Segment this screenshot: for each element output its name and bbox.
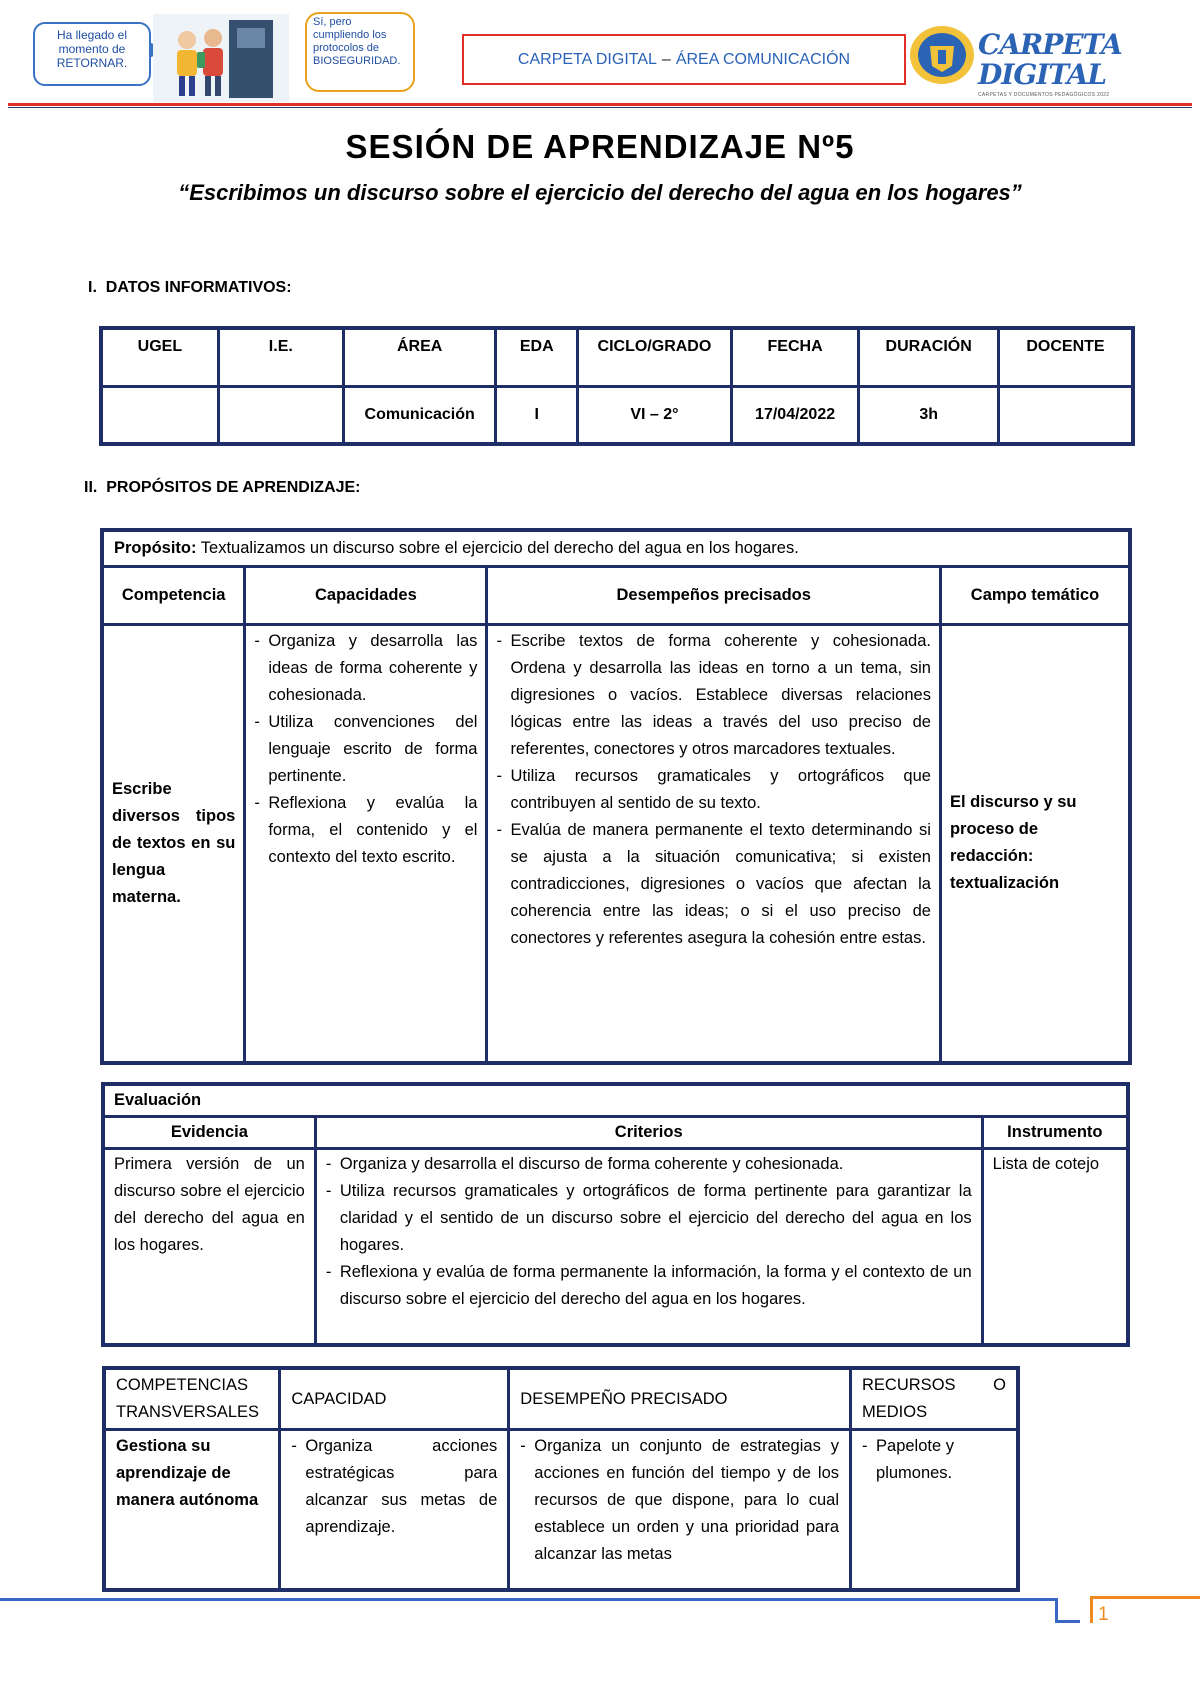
footer-rule-step [1055,1598,1080,1623]
table-header-cell: DESEMPEÑO PRECISADO [509,1368,851,1430]
speech-bubble-right [305,12,415,92]
capacidades-cell [245,625,487,1063]
speech-bubble-right-text: Sí, pero cumpliendo los protocolos de BIOSEGURIDAD. [313,16,401,67]
table-header-cell: Campo temático [940,567,1130,625]
page-number: 1 [1098,1604,1109,1625]
student-body-1 [177,50,197,76]
list-item: - Reflexiona y evalúa la forma, el contenido y el contexto del texto escrito. [254,790,477,871]
proposito-text: Textualizamos un discurso sobre el ejercicio del derecho del agua en los hogares. [196,539,799,557]
student-body-2 [203,48,223,76]
student-head-1 [178,31,196,49]
datos-informativos-table [99,326,1135,446]
section-heading-datos: I. DATOS INFORMATIVOS: [88,279,292,296]
table-header-cell: UGEL [101,328,218,386]
student-head-2 [204,29,222,47]
page-title: SESIÓN DE APRENDIZAJE Nº5 [345,128,855,165]
list-item: - Evalúa de manera permanente el texto determinando si se ajusta a la situación comunicativa; si existen contradicciones, digresiones o vacíos que afectan la coherencia entre las ideas; o si el uso preciso de conectores y referentes asegura la cohesión entre estas. [496,817,931,952]
students-illustration [153,14,289,102]
table-header-cell: Instrumento [982,1117,1128,1149]
duracion-value: 3h [859,386,999,444]
list-item: - Utiliza recursos gramaticales y ortográficos que contribuyen al sentido de su texto. [496,763,931,817]
list-item: - Papelote y plumones. [862,1433,1006,1487]
table-header-cell: CICLO/GRADO [578,328,732,386]
table-header-cell: Capacidades [245,567,487,625]
ugel-value [101,386,218,444]
capacidad-cell [280,1430,509,1590]
list-item: - Escribe textos de forma coherente y cohesionada. Ordena y desarrolla las ideas en torno a un tema, sin digresiones o vacíos. Establece diversas relaciones lógicas entre las ideas a través del uso preciso de referentes, conectores y otros marcadores textuales. [496,628,931,763]
criterios-cell [315,1149,982,1345]
header-divider [8,103,1192,106]
table-header-cell: DOCENTE [998,328,1133,386]
header-divider-thin [8,107,1192,108]
speech-bubble-left [33,22,151,86]
brand-logo [978,28,1174,98]
docente-value [998,386,1133,444]
evidencia-cell: Primera versión de un discurso sobre el ejercicio del derecho del agua en los hogares. [103,1149,315,1345]
proposito-row [102,530,1130,567]
table-header-cell: COMPETENCIAS TRANSVERSALES [104,1368,280,1430]
table-header-cell: EDA [496,328,578,386]
fecha-value: 17/04/2022 [731,386,859,444]
table-header-cell: Desempeños precisados [487,567,941,625]
table-header-cell: DURACIÓN [859,328,999,386]
table-header-cell: Competencia [102,567,245,625]
table-header-cell: Evidencia [103,1117,315,1149]
proposito-table [100,528,1132,1065]
banner-dash: – [661,50,671,68]
list-item: - Organiza un conjunto de estrategias y acciones en función del tiempo y de los recursos de que dispone, para lo cual establece un orden y una prioridad para alcanzar las metas [520,1433,839,1568]
ie-value [218,386,343,444]
list-item: - Utiliza recursos gramaticales y ortográficos de forma pertinente para garantizar la claridad y el sentido de un discurso sobre el ejercicio del derecho del agua en los hogares. [326,1178,972,1259]
banner-area: ÁREA COMUNICACIÓN [675,50,851,68]
speech-bubble-left-text: Ha llegado el momento de RETORNAR. [56,28,128,70]
logo-title: CARPETA DIGITAL [978,28,1122,91]
list-item: - Organiza y desarrolla las ideas de forma coherente y cohesionada. [254,628,477,709]
table-header-cell: CAPACIDAD [280,1368,509,1430]
instrumento-cell: Lista de cotejo [982,1149,1128,1345]
area-banner [462,34,906,85]
section-heading-propositos: II. PROPÓSITOS DE APRENDIZAJE: [84,479,361,496]
area-value: Comunicación [343,386,496,444]
page-subtitle: “Escribimos un discurso sobre el ejercicio del derecho del agua en los hogares” [178,180,1022,205]
ciclo-grado-value: VI – 2° [578,386,732,444]
school-seal-icon [908,24,976,86]
list-item: - Organiza y desarrolla el discurso de forma coherente y cohesionada. [326,1151,972,1178]
list-item: - Reflexiona y evalúa de forma permanente la información, la forma y el contexto de un discurso sobre el ejercicio del derecho del agua en los hogares. [326,1259,972,1313]
list-item: - Utiliza convenciones del lenguaje escrito de forma pertinente. [254,709,477,790]
competencia-cell: Escribe diversos tipos de textos en su lengua materna. [102,625,245,1063]
evaluacion-table [101,1082,1130,1347]
table-header-cell: Criterios [315,1117,982,1149]
table-header-cell: RECURSOS O MEDIOS [851,1368,1018,1430]
footer-rule [0,1598,1055,1601]
table-header-cell: ÁREA [343,328,496,386]
list-item: - Organiza acciones estratégicas para alcanzar sus metas de aprendizaje. [291,1433,497,1541]
campo-tematico-cell: El discurso y su proceso de redacción: textualización [940,625,1130,1063]
recursos-cell [851,1430,1018,1590]
eda-value: I [496,386,578,444]
competencias-transversales-table [102,1366,1020,1592]
logo-subtitle: CARPETAS Y DOCUMENTOS PEDAGÓGICOS 2022 [978,92,1110,98]
proposito-label: Propósito: [114,539,197,557]
desempeno-cell [509,1430,851,1590]
table-header-cell: I.E. [218,328,343,386]
banner-brand: CARPETA DIGITAL [517,50,657,68]
desempenos-cell [487,625,941,1063]
table-header-cell: FECHA [731,328,859,386]
competencia-transversal-cell: Gestiona su aprendizaje de manera autónoma [104,1430,280,1590]
evaluacion-title: Evaluación [103,1084,1128,1117]
